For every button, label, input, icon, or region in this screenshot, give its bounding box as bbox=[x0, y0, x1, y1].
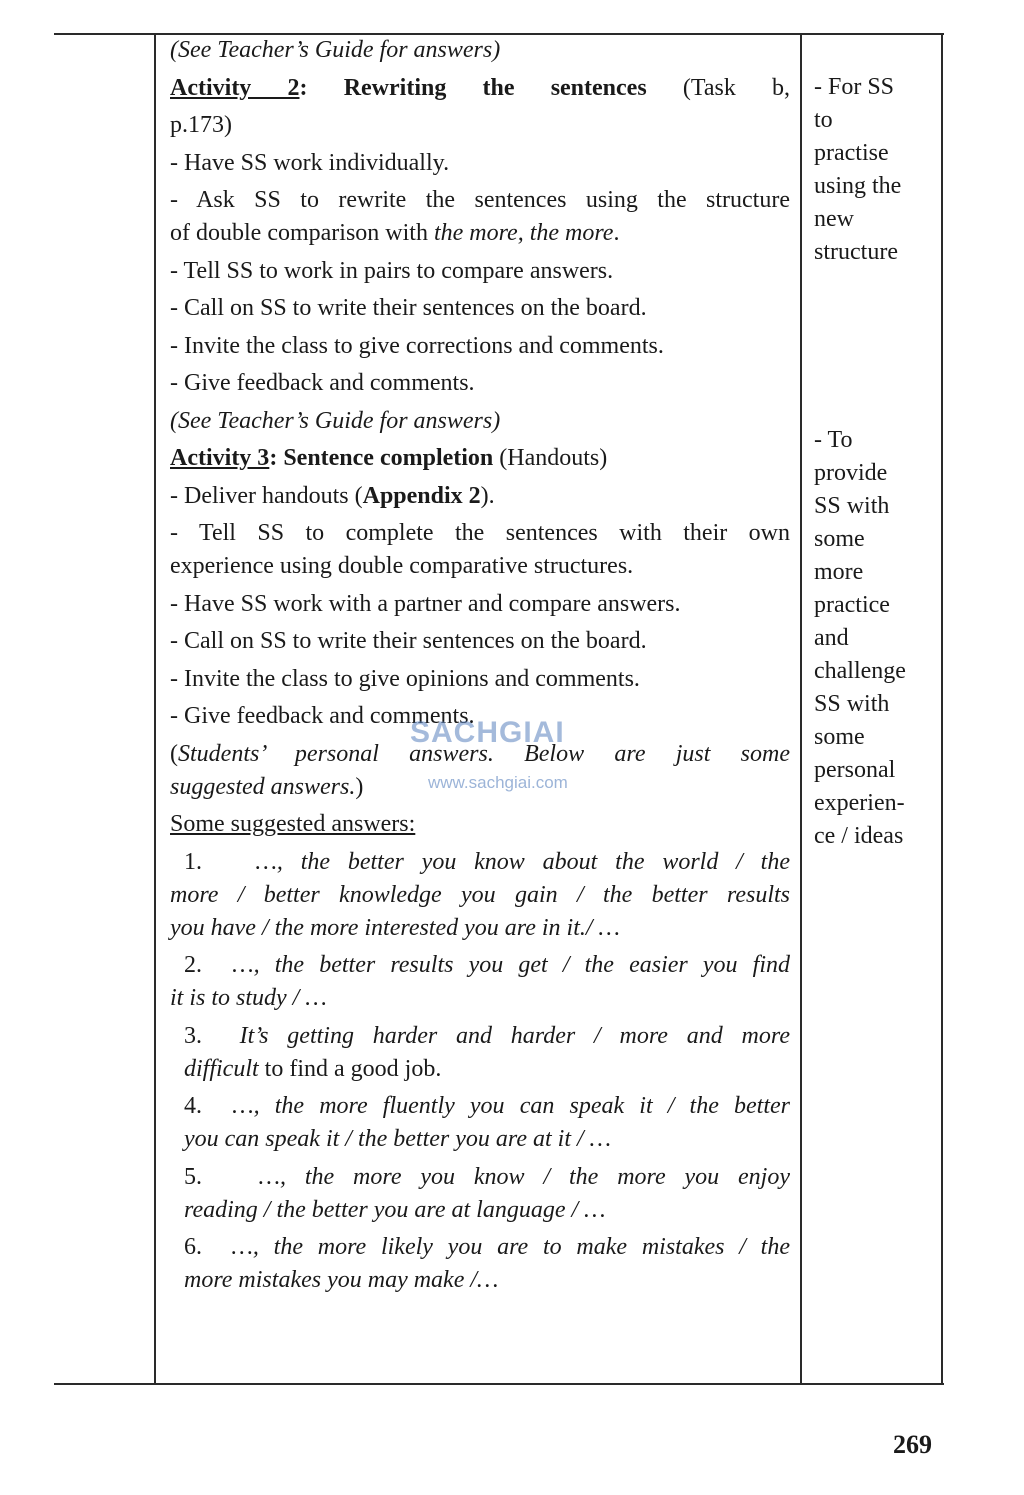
aim-line: experien- bbox=[814, 790, 905, 816]
page-number: 269 bbox=[893, 1430, 932, 1459]
answer-item: 3. It’s getting harder and harder / more and more difficult to find a good job. bbox=[184, 1022, 790, 1082]
aim-line: practice bbox=[814, 592, 890, 618]
watermark-logo: SACHGIAI bbox=[410, 716, 565, 749]
aim-line: SS with bbox=[814, 493, 890, 519]
procedure-column bbox=[170, 34, 790, 1302]
aim-line: SS with bbox=[814, 691, 890, 717]
aim-line: some bbox=[814, 526, 865, 552]
activity-2-step: - Invite the class to give corrections and comments. bbox=[170, 332, 664, 359]
aim-column-activity-3 bbox=[814, 424, 934, 853]
aim-line: more bbox=[814, 559, 864, 585]
aim-line: and bbox=[814, 625, 849, 651]
aim-line: using the bbox=[814, 173, 902, 199]
activity-2-heading: Activity 2: Rewriting the sentences (Task b, bbox=[170, 74, 791, 101]
activity-3-step: - Deliver handouts (Appendix 2). bbox=[170, 482, 495, 509]
aim-line: some bbox=[814, 724, 865, 750]
answer-item: 1. …, the better you know about the world / the more / better knowledge you gain / the better results you have / the more interested you are in it./ … bbox=[170, 848, 790, 941]
see-guide-note: (See Teacher’s Guide for answers) bbox=[170, 407, 501, 434]
aim-line: - To bbox=[814, 427, 853, 453]
see-guide-note: (See Teacher’s Guide for answers) bbox=[170, 37, 501, 63]
aim-line: challenge bbox=[814, 658, 906, 684]
activity-3-step: - Call on SS to write their sentences on the board. bbox=[170, 628, 647, 654]
activity-3-step: - Tell SS to complete the sentences with their own experience using double comparative structures. bbox=[170, 520, 790, 579]
aim-line: provide bbox=[814, 460, 888, 486]
activity-2-step: - Call on SS to write their sentences on the board. bbox=[170, 295, 647, 321]
activity-3-step: - Give feedback and comments. bbox=[170, 703, 475, 729]
answer-item: 4. …, the more fluently you can speak it / the better you can speak it / the better you are at it / … bbox=[184, 1093, 790, 1152]
answer-item: 5. …, the more you know / the more you enjoy reading / the better you are at language / … bbox=[184, 1163, 791, 1223]
students-answers-note: (Students’ personal answers. Below are just some suggested answers.) bbox=[170, 740, 790, 800]
activity-2-step: - Tell SS to work in pairs to compare answers. bbox=[170, 257, 614, 284]
aim-line: new bbox=[814, 206, 854, 232]
answer-item: 6. …, the more likely you are to make mistakes / the more mistakes you may make /… bbox=[184, 1234, 790, 1293]
activity-3-heading: Activity 3: Sentence completion (Handouts) bbox=[170, 445, 608, 471]
activity-3-step: - Invite the class to give opinions and comments. bbox=[170, 665, 640, 692]
aim-line: practise bbox=[814, 140, 889, 166]
column-divider-left bbox=[154, 34, 156, 1384]
suggested-answers-heading: Some suggested answers: bbox=[170, 811, 416, 837]
aim-line: - For SS bbox=[814, 74, 895, 100]
aim-line: to bbox=[814, 107, 833, 133]
column-divider-middle bbox=[800, 34, 802, 1384]
aim-line: personal bbox=[814, 757, 896, 783]
watermark-url: www.sachgiai.com bbox=[428, 773, 568, 792]
activity-2-page-ref: p.173) bbox=[170, 112, 232, 138]
table-bottom-border bbox=[54, 1383, 944, 1385]
activity-2-step: - Give feedback and comments. bbox=[170, 370, 475, 396]
activity-2-step: - Have SS work individually. bbox=[170, 149, 450, 176]
answer-item: 2. …, the better results you get / the easier you find it is to study / … bbox=[170, 952, 791, 1011]
activity-3-step: - Have SS work with a partner and compare answers. bbox=[170, 590, 681, 617]
column-divider-right bbox=[941, 34, 943, 1384]
aim-line: ce / ideas bbox=[814, 823, 904, 849]
activity-2-step: - Ask SS to rewrite the sentences using the structure of double comparison with the more, the more. bbox=[170, 187, 790, 246]
aim-column-activity-2 bbox=[814, 71, 934, 269]
aim-line: structure bbox=[814, 239, 898, 265]
